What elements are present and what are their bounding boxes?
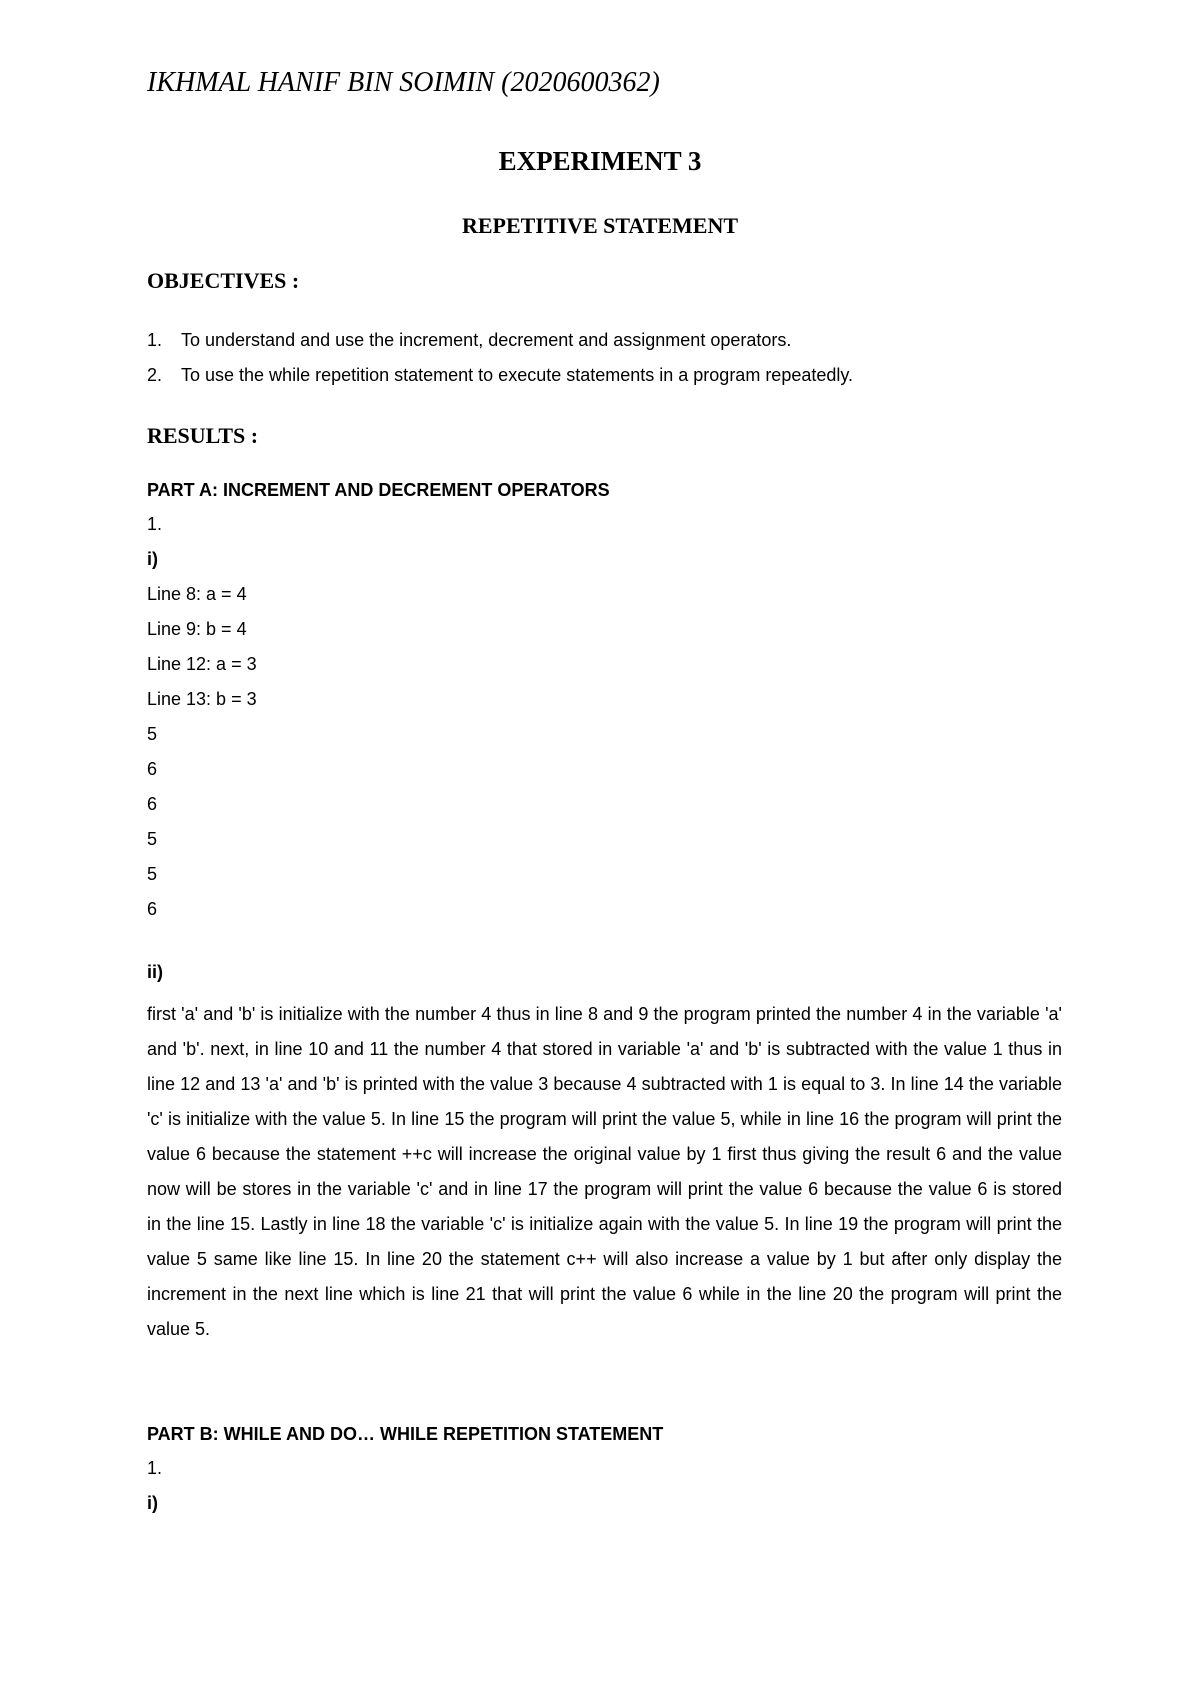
objective-number: 1. (147, 330, 163, 350)
author-name: IKHMAL HANIF BIN SOIMIN (2020600362) (147, 67, 660, 98)
question-number: 1. (147, 1458, 163, 1478)
experiment-subtitle: REPETITIVE STATEMENT (461, 213, 739, 238)
output-line: 5 (147, 829, 158, 849)
experiment-title: EXPERIMENT 3 (498, 146, 702, 176)
output-line: Line 13: b = 3 (147, 689, 257, 709)
objective-text: To understand and use the increment, decrement and assignment operators. (181, 330, 792, 350)
objective-number: 2. (147, 365, 163, 385)
objective-item (147, 323, 853, 358)
part-b-heading: PART B: WHILE AND DO… WHILE REPETITION STATEMENT (147, 1424, 664, 1444)
objectives-heading: OBJECTIVES : (147, 268, 300, 293)
output-line: 5 (147, 724, 158, 744)
results-heading: RESULTS : (147, 423, 259, 448)
output-line: Line 8: a = 4 (147, 584, 247, 604)
output-line: 5 (147, 864, 158, 884)
part-b-output (147, 1451, 162, 1521)
output-line: Line 12: a = 3 (147, 654, 257, 674)
question-number: 1. (147, 514, 163, 534)
output-line: 6 (147, 899, 158, 919)
output-line: 6 (147, 759, 158, 779)
objective-item (147, 358, 853, 393)
sub-question-i: i) (147, 1493, 158, 1513)
sub-question-ii: ii) (147, 962, 163, 982)
output-line: Line 9: b = 4 (147, 619, 247, 639)
sub-question-i: i) (147, 549, 158, 569)
explanation-paragraph: first 'a' and 'b' is initialize with the number 4 thus in line 8 and 9 the program printed the number 4 in the variable 'a' and 'b'. next, in line 10 and 11 the number 4 that stored in variable 'a' and 'b' is subtracted with the value 1 thus in line 12 and 13 'a' and 'b' is printed with the value 3 because 4 subtracted with 1 is equal to 3. In line 14 the variable 'c' is initialize with the value 5. In line 15 the program will print the value 5, while in line 16 the program will print the value 6 because the statement ++c will increase the original value by 1 first thus giving the result 6 and the value now will be stores in the variable 'c' and in line 17 the program will print the value 6 because the value 6 is stored in the line 15. Lastly in line 18 the variable 'c' is initialize again with the value 5. In line 19 the program will print the value 5 same like line 15. In line 20 the statement c++ will also increase a value by 1 but after only display the increment in the next line which is line 21 that will print the value 6 while in the line 20 the program will print the value 5. (147, 1004, 1062, 1339)
part-a-output (147, 507, 257, 927)
part-a-heading: PART A: INCREMENT AND DECREMENT OPERATORS (147, 480, 610, 500)
objectives-list (147, 323, 853, 393)
output-line: 6 (147, 794, 158, 814)
objective-text: To use the while repetition statement to execute statements in a program repeatedly. (181, 365, 854, 385)
